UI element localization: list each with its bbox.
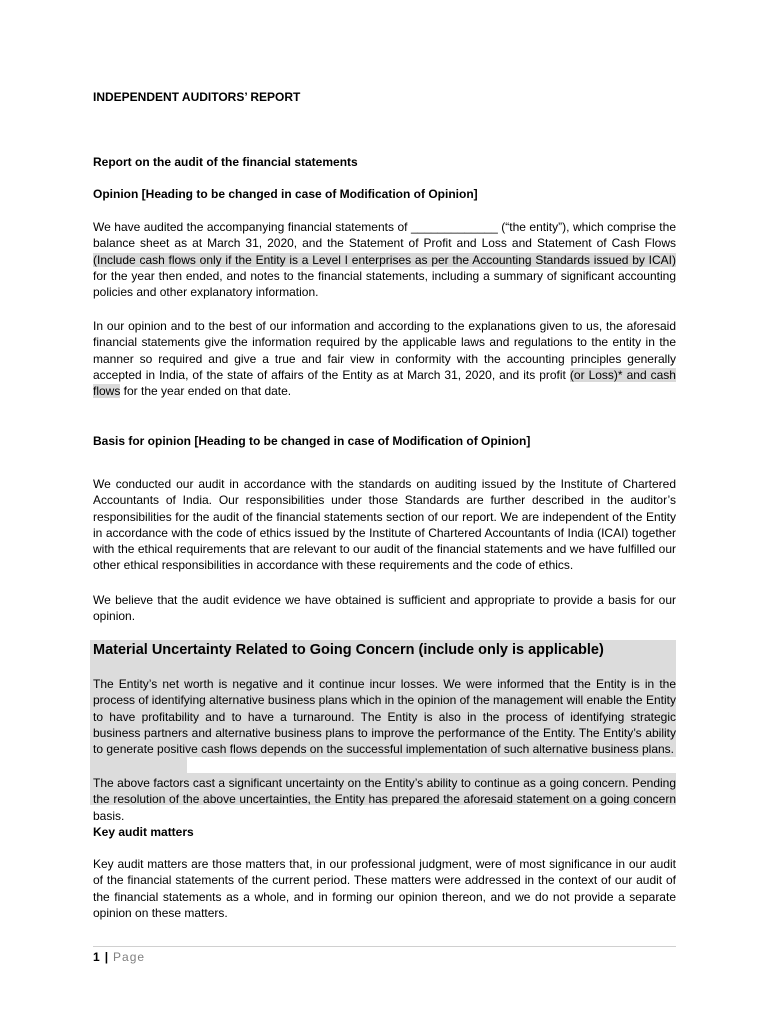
shading-gap: [187, 757, 676, 773]
page-separator: |: [104, 950, 109, 964]
basis-paragraph-2: We believe that the audit evidence we have obtained is sufficient and appropriate to provide a basis for our opinion.: [93, 593, 676, 624]
opinion-paragraph-1: [93, 219, 676, 300]
material-uncertainty-paragraph-2: The above factors cast a significant uncertainty on the Entity’s ability to continue as a going concern. Pending the resolution of the above uncertainties, the Entity has prepared the aforesaid statement on a going concern basis.: [93, 776, 676, 823]
opinion-p2-text-a: In our opinion and to the best of our information and according to the explanations given to us, the aforesaid financial statements give the information required by the applicable laws and regulations to the entity in the manner so required and give a true and fair view in conformity with the accounting principles generally accepted in India, of the state of affairs of the Entity as at March 31, 2020, and its profit: [93, 319, 676, 382]
opinion-p1-text-b: for the year then ended, and notes to the financial statements, including a summary of significant accounting policies and other explanatory information.: [93, 268, 676, 300]
opinion-p2-text-b: for the year ended on that date.: [120, 384, 292, 399]
report-title: INDEPENDENT AUDITORS’ REPORT: [93, 90, 301, 104]
page-number: 1: [93, 950, 100, 964]
footer-divider: [93, 946, 676, 947]
material-uncertainty-heading: Material Uncertainty Related to Going Concern (include only is applicable): [93, 642, 604, 658]
opinion-p1-highlight: (Include cash flows only if the Entity is a Level I enterprises as per the Accounting Standards issued by ICAI): [93, 252, 676, 267]
report-section-heading: Report on the audit of the financial statements: [93, 155, 358, 169]
opinion-heading: Opinion [Heading to be changed in case of Modification of Opinion]: [93, 187, 478, 201]
material-uncertainty-paragraph-1: The Entity’s net worth is negative and it continue incur losses. We were informed that the Entity is in the process of identifying alternative business plans which in the opinion of the management will enable the Entity to have profitability and to have a turnaround. The Entity is also in the process of identifying strategic business partners and alternative business plans to improve the performance of the Entity. The Entity’s ability to generate positive cash flows depends on the successful implementation of such alternative business plans.: [93, 677, 676, 757]
basis-heading: Basis for opinion [Heading to be changed in case of Modification of Opinion]: [93, 434, 531, 448]
key-audit-matters-paragraph: Key audit matters are those matters that, in our professional judgment, were of most significance in our audit of the financial statements of the current period. These matters were addressed in the context of our audit of the financial statements as a whole, and in forming our opinion thereon, and we do not provide a separate opinion on these matters.: [93, 857, 676, 920]
page-footer: [93, 950, 145, 964]
basis-paragraph-1: We conducted our audit in accordance with the standards on auditing issued by the Institute of Chartered Accountants of India. Our responsibilities under those Standards are further described in the auditor’s responsibilities for the audit of the financial statements section of our report. We are independent of the Entity in accordance with the code of ethics issued by the Institute of Chartered Accountants of India (ICAI) together with the ethical requirements that are relevant to our audit of the financial statements and we have fulfilled our other ethical responsibilities in accordance with these requirements and the code of ethics.: [93, 477, 676, 573]
opinion-p1-text-a: We have audited the accompanying financial statements of _____________ (“the entity”), which comprise the balance sheet as at March 31, 2020, and the Statement of Profit and Loss and Statement of Cash Flows: [93, 220, 676, 251]
key-audit-matters-heading: Key audit matters: [93, 825, 194, 839]
opinion-paragraph-2: [93, 318, 676, 399]
opinion-p2-highlight: (or Loss)* and cash flows: [93, 367, 676, 399]
page-label: Page: [113, 950, 146, 964]
